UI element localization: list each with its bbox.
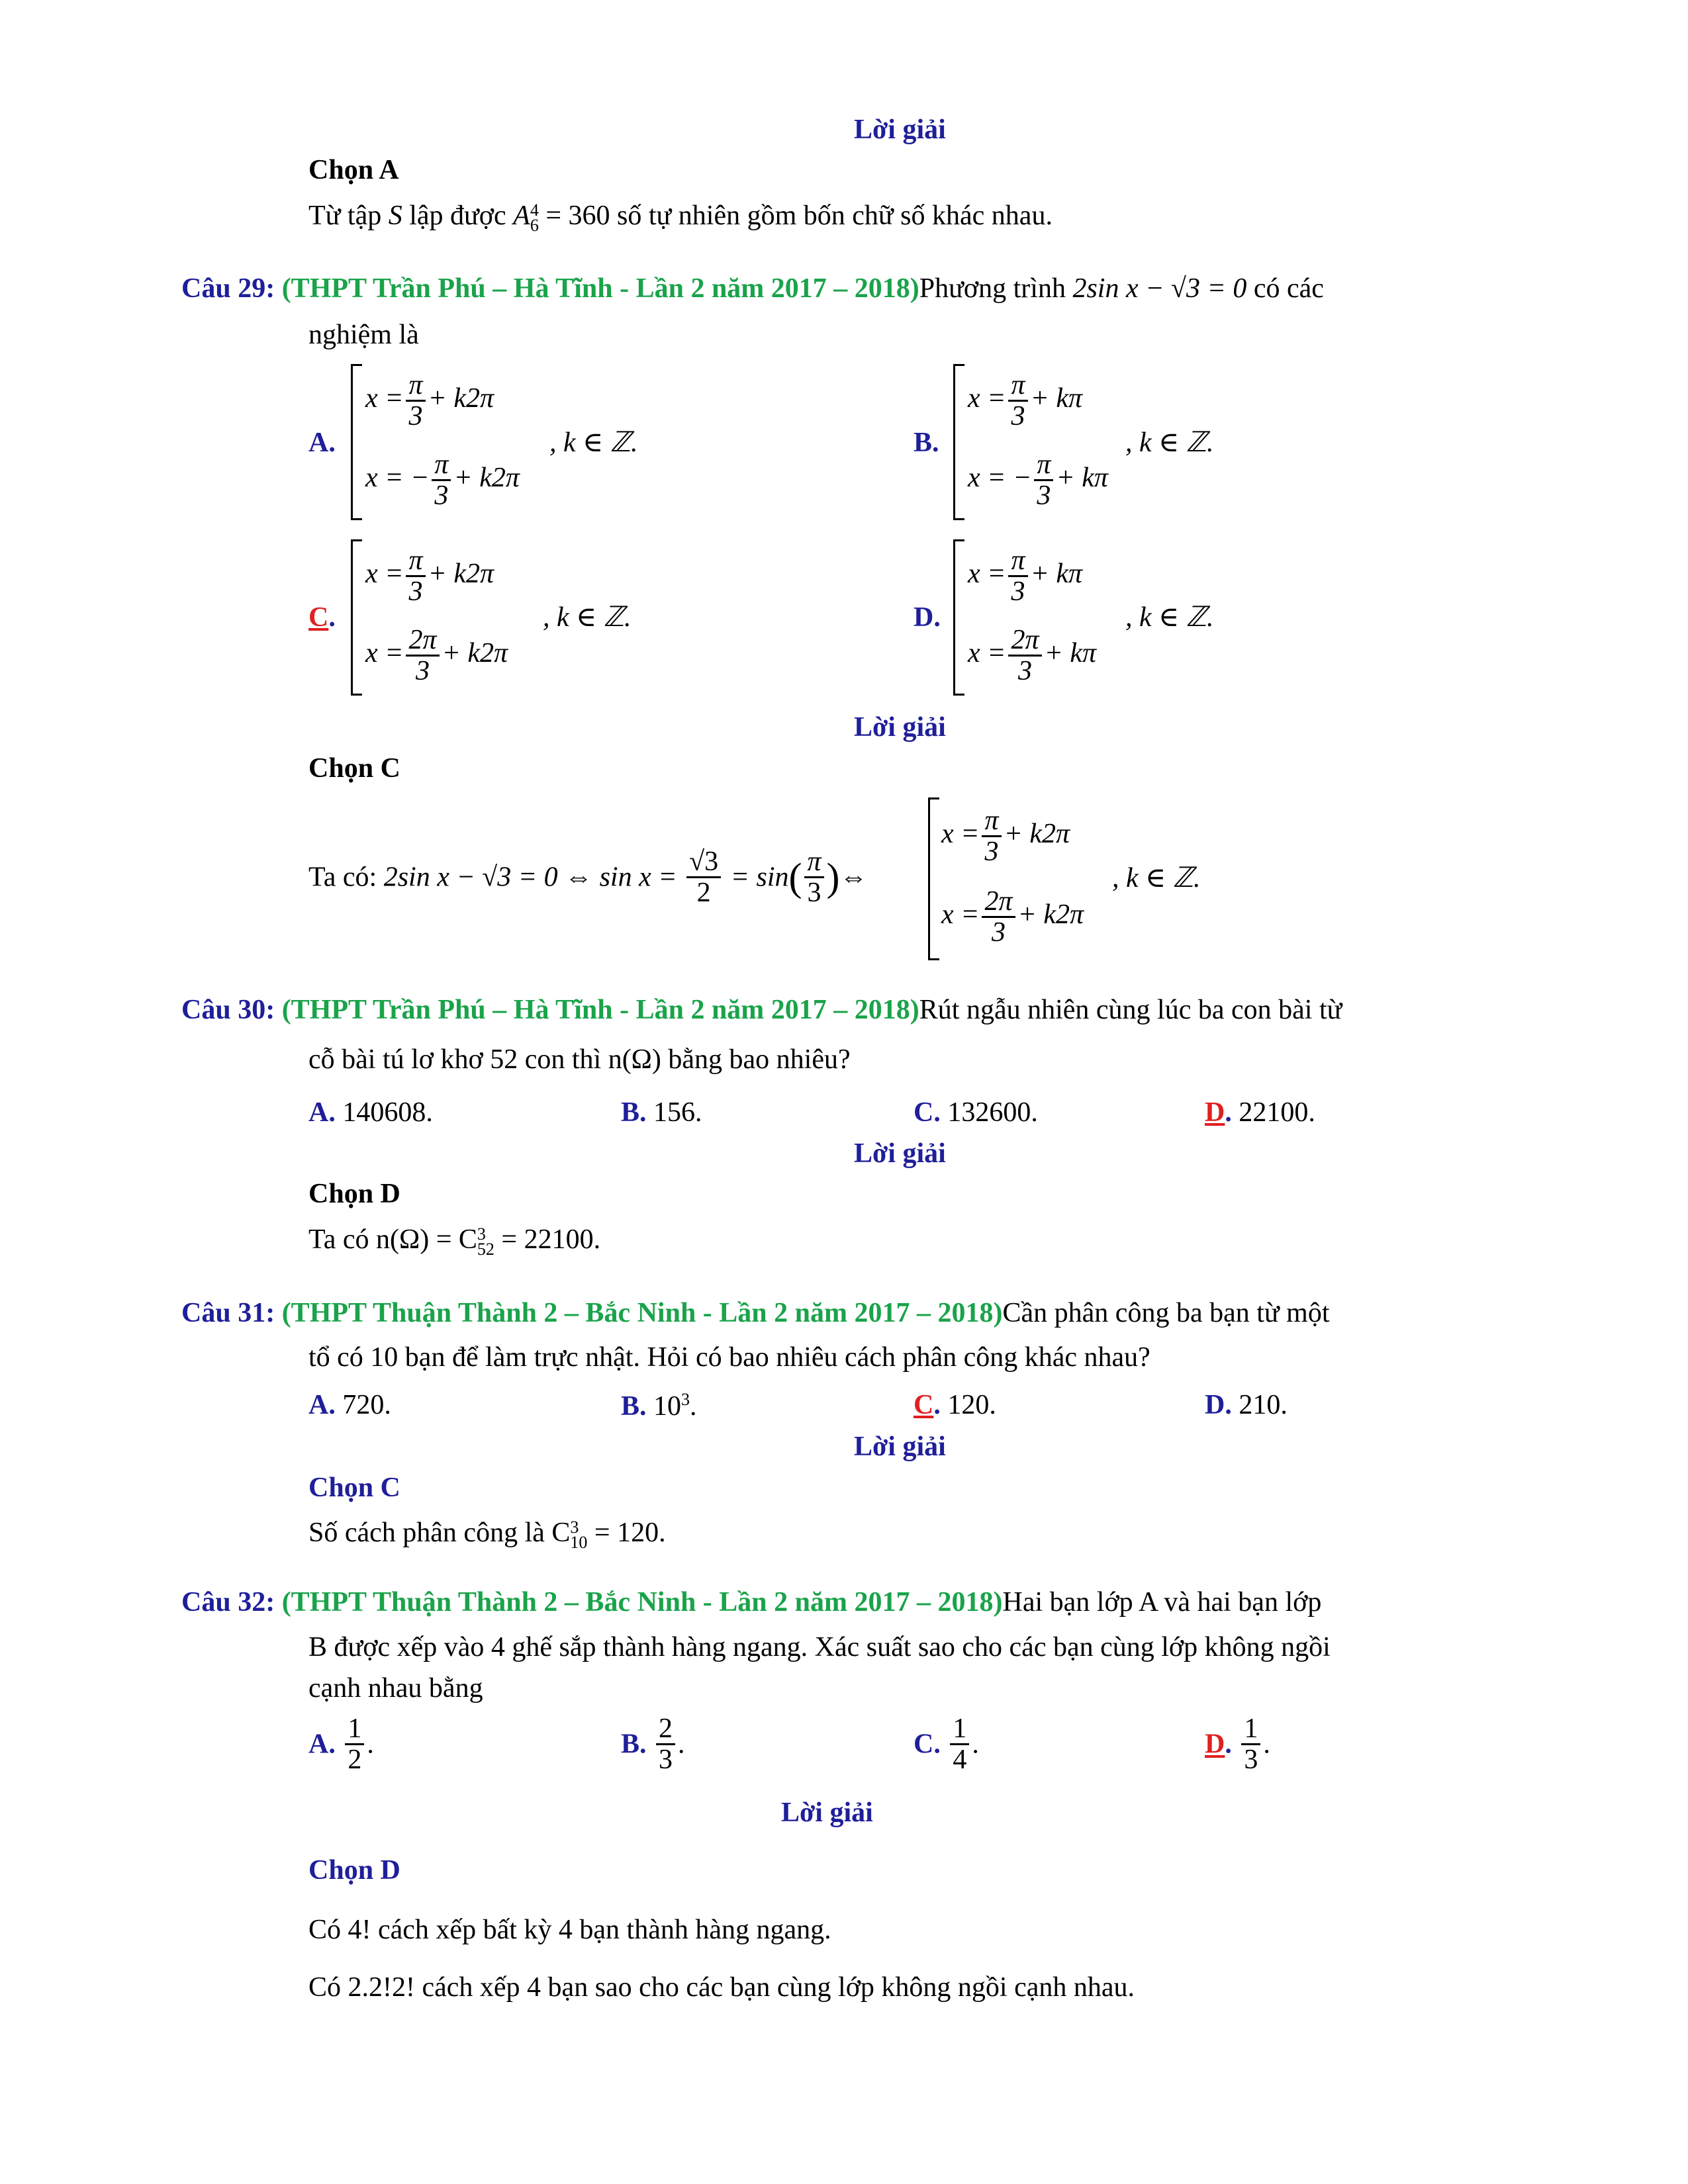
question-31-stem-line2: tổ có 10 bạn để làm trực nhật. Hỏi có bao nhiêu cách phân công khác nhau?: [308, 1342, 1150, 1373]
solution-29: Ta có: 2sin x − √3 = 0 ⇔ sin x = $\frac{√3}{2}$ = sin( $\frac{\pi}{3}$ )⇔: [308, 846, 868, 909]
option-d: D. 22100.: [1205, 1097, 1315, 1128]
option-a: A. $\frac{1}{2}$ .: [308, 1713, 374, 1776]
answer-choice: Chọn A: [308, 155, 399, 185]
option-a-line1: x = $\frac{\pi}{3}$ + k2π: [365, 370, 494, 432]
question-32-stem-line3: cạnh nhau bằng: [308, 1673, 483, 1704]
question-32-stem: Câu 32: (THPT Thuận Thành 2 – Bắc Ninh - Lần 2 năm 2017 – 2018)Hai bạn lớp A và hai bạn lớp: [181, 1587, 1322, 1617]
option-c: C. 132600.: [914, 1097, 1038, 1128]
solution-29-domain: , k ∈ ℤ.: [1112, 863, 1201, 893]
option-d: D. 210.: [1205, 1390, 1288, 1420]
option-a-line2: x = − $\frac{\pi}{3}$ + k2π: [365, 449, 520, 512]
solution-30: Ta có n(Ω) = C 3 52 = 22100.: [308, 1224, 601, 1259]
option-d-line1: x = $\frac{\pi}{3}$ + kπ: [968, 545, 1083, 608]
solution-heading: Lời giải: [781, 1797, 873, 1828]
option-b-domain: , k ∈ ℤ.: [1125, 428, 1214, 458]
solution-heading: Lời giải: [854, 712, 946, 743]
answer-choice: Chọn D: [308, 1179, 400, 1209]
solution-heading: Lời giải: [854, 1432, 946, 1462]
question-30-stem: Câu 30: (THPT Trần Phú – Hà Tĩnh - Lần 2 năm 2017 – 2018)Rút ngẫu nhiên cùng lúc ba con bài từ: [181, 995, 1342, 1025]
option-letter: D.: [914, 602, 941, 633]
solution-29-line2: x = $\frac{2\pi}{3}$ + k2π: [941, 886, 1084, 948]
option-a: A. 140608.: [308, 1097, 433, 1128]
option-b-line1: x = $\frac{\pi}{3}$ + kπ: [968, 370, 1083, 432]
option-letter: C.: [308, 602, 336, 633]
solution-heading: Lời giải: [854, 1138, 946, 1169]
option-c-line2: x = $\frac{2\pi}{3}$ + k2π: [365, 625, 508, 687]
bracket: [953, 539, 964, 696]
solution-29-line1: x = $\frac{\pi}{3}$ + k2π: [941, 805, 1070, 868]
question-30-stem-line2: cỗ bài tú lơ khơ 52 con thì n(Ω) bằng bao nhiêu?: [308, 1044, 851, 1075]
answer-choice: Chọn C: [308, 1473, 400, 1503]
bracket: [351, 539, 362, 696]
solution-text: Từ tập S lập được A 4 6 = 360 số tự nhiên gồm bốn chữ số khác nhau.: [308, 200, 1053, 236]
question-29-stem-line2: nghiệm là: [308, 320, 419, 350]
solution-32-line2: Có 2.2!2! cách xếp 4 bạn sao cho các bạn cùng lớp không ngồi cạnh nhau.: [308, 1972, 1135, 2003]
bracket: [953, 364, 964, 520]
option-letter: A.: [308, 428, 336, 458]
option-c-line1: x = $\frac{\pi}{3}$ + k2π: [365, 545, 494, 608]
solution-heading: Lời giải: [854, 114, 946, 145]
answer-choice: Chọn C: [308, 753, 400, 784]
option-a: A. 720.: [308, 1390, 391, 1420]
option-b-line2: x = − $\frac{\pi}{3}$ + kπ: [968, 449, 1108, 512]
option-b: B. $10^3$.: [621, 1390, 697, 1422]
question-31-stem: Câu 31: (THPT Thuận Thành 2 – Bắc Ninh - Lần 2 năm 2017 – 2018)Cần phân công ba bạn từ một: [181, 1298, 1330, 1328]
solution-32-line1: Có 4! cách xếp bất kỳ 4 bạn thành hàng ngang.: [308, 1915, 831, 1945]
option-c-domain: , k ∈ ℤ.: [543, 602, 632, 633]
bracket: [351, 364, 362, 520]
option-d-line2: x = $\frac{2\pi}{3}$ + kπ: [968, 625, 1097, 687]
solution-31: Số cách phân công là C 3 10 = 120.: [308, 1517, 666, 1553]
option-b: B. 156.: [621, 1097, 702, 1128]
option-c: C. $\frac{1}{4}$ .: [914, 1713, 979, 1776]
answer-choice: Chọn D: [308, 1855, 400, 1886]
option-a-domain: , k ∈ ℤ.: [549, 428, 638, 458]
bracket: [928, 797, 939, 960]
option-d-domain: , k ∈ ℤ.: [1125, 602, 1214, 633]
question-32-stem-line2: B được xếp vào 4 ghế sắp thành hàng ngang. Xác suất sao cho các bạn cùng lớp không ngồi: [308, 1632, 1331, 1662]
option-c: C. 120.: [914, 1390, 996, 1420]
question-29-stem: Câu 29: (THPT Trần Phú – Hà Tĩnh - Lần 2 năm 2017 – 2018)Phương trình 2sin x − √3 = 0 có các: [181, 273, 1324, 304]
option-letter: B.: [914, 428, 939, 458]
option-d: D. $\frac{1}{3}$ .: [1205, 1713, 1270, 1776]
option-b: B. $\frac{2}{3}$ .: [621, 1713, 685, 1776]
